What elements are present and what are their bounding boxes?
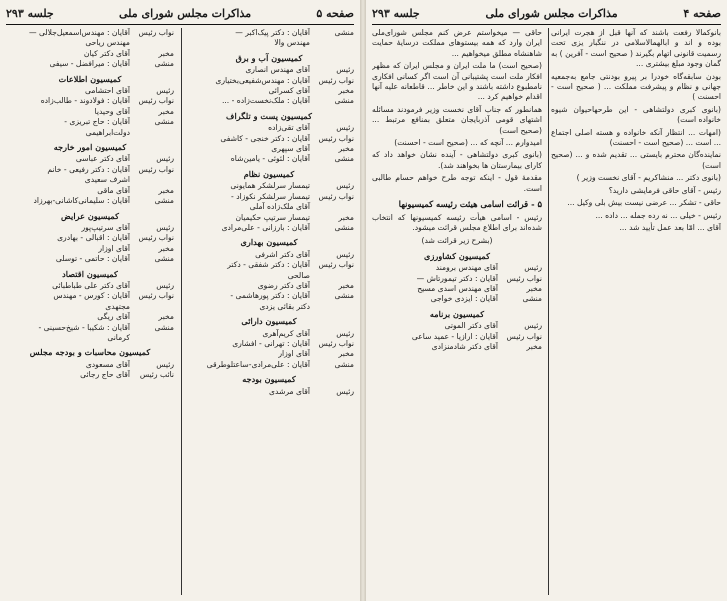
member-name: آقای مهندس برومند: [435, 263, 498, 273]
member-name: آقای تقی‌زاده: [268, 123, 310, 133]
committee-member-row: [184, 387, 354, 397]
member-name: آقایان : حاج تبریزی -: [64, 117, 130, 127]
member-name: آقای حاج رجائی: [80, 370, 130, 380]
member-name-continued: دکتر بقائی یزدی: [259, 301, 310, 311]
committee-title: کمیسیون نظام: [243, 168, 295, 179]
page-5: [0, 0, 360, 601]
committee-title: کمیسیون اقتصاد: [62, 268, 118, 279]
member-name: آقایان : مهندس‌شفیعی‌بختیاری: [215, 75, 310, 85]
speech-paragraph: (بانوی دکتر ... منشاکریم - آقای نخست وزیر ): [576, 173, 721, 183]
committee-member-row: [372, 274, 542, 284]
member-role: مخبر: [526, 341, 542, 351]
member-role: رئیس: [156, 154, 174, 164]
committee-member-row: [372, 294, 542, 304]
member-name: آقایان : شکیبا - شیخ‌حسینی -: [38, 322, 130, 332]
speech-paragraphs: [372, 28, 542, 148]
member-role: منشی: [334, 291, 354, 301]
member-name: آقایان : دکتر پیک‌اکبر —: [235, 28, 310, 37]
committee-member-row: [6, 186, 174, 196]
member-name: آقای اوزار: [98, 243, 130, 253]
dialogue-line: رئیس - خیلی ... نه رده جمله ... داده ...: [595, 210, 721, 220]
member-role: نواب رئیس: [138, 291, 174, 301]
committee-member-row: [6, 254, 174, 264]
member-role: رئیس: [524, 263, 542, 273]
member-role: مخبر: [158, 48, 174, 58]
speech-paragraph: امیدوارم ... آنچه که ... (صحیح است - احسنت): [394, 138, 542, 148]
member-name: آقایان : کورس - مهندس: [53, 291, 130, 301]
committee-list: [372, 251, 542, 353]
agenda-item-text: رئیس - اسامی هیأت رئیسه کمیسیونها که انتخاب شده‌اند برای اطلاع مجلس قرائت میشود.: [372, 212, 542, 232]
member-role: رئیس: [336, 249, 354, 259]
page-4: [366, 0, 727, 601]
committee-member-row: [6, 281, 174, 291]
journal-title: مذاکرات مجلس شورای ملی: [118, 6, 252, 20]
committee-title: کمیسیون بودجه: [242, 374, 296, 385]
member-name: آقای ماقی: [97, 185, 130, 195]
committee-member-row: [184, 260, 354, 270]
member-role: رئیس: [156, 280, 174, 290]
member-name: آقایان : دکتر تیمورتاش —: [416, 273, 498, 283]
session-number: جلسه ۲۹۳: [6, 6, 54, 20]
committee-member-row: [6, 233, 174, 243]
member-name: آقایان : ملک‌نخست‌زاده - ...: [221, 96, 310, 106]
member-name: آقای دکتر الموتی: [444, 321, 498, 331]
dialogue-line: آقای ... امّا بعد عمل تأیید شد ...: [619, 222, 721, 232]
speech-paragraph: (صحیح است) ما ملت ایران و مجلس ایران که مظهر افکار ملت است پشتیبانی آن است اگر کسانی افکاری نامطبوع داشته باشند و این خاطر ... قاطعانه علیه آنها اقدام خواهیم کرد ...: [372, 61, 542, 102]
member-role: مخبر: [158, 185, 174, 195]
committee-column-b: [6, 28, 174, 597]
member-name: آقای دکتر عباسی: [75, 154, 130, 164]
member-name: آقایان : دکتر خنجی - کاشفی: [220, 133, 310, 143]
dialogue-line: حاقی - تشکر ... عرضی نیست بیش بلی وکیل ...: [567, 198, 721, 208]
member-name: آقایان : ارازیا - عمید ساعی: [411, 331, 498, 341]
committee-member-row: [184, 134, 354, 144]
speech-paragraph: نماینده‌گان محترم بایستی ... تقدیم شده و ... (صحیح است): [551, 150, 721, 170]
member-name: آقای کسرائی: [268, 86, 310, 96]
member-role: رئیس: [336, 181, 354, 191]
committee-member-row: [6, 323, 174, 333]
member-role: نواب رئیس: [506, 273, 542, 283]
committee-member-row: [6, 96, 174, 106]
member-role: منشی: [154, 117, 174, 127]
member-role: مخبر: [338, 349, 354, 359]
committee-member-row: [184, 181, 354, 191]
member-name-continued: مجتهدی: [105, 301, 130, 311]
column-divider: [181, 28, 182, 595]
member-role: نواب رئیس: [138, 233, 174, 243]
member-role: منشی: [154, 254, 174, 264]
committee-member-row: [6, 370, 174, 380]
member-role: رئیس: [156, 359, 174, 369]
member-role: رئیس: [336, 328, 354, 338]
committee-member-row: [372, 332, 542, 342]
session-number: جلسه ۲۹۳: [372, 6, 420, 20]
committee-member-row: [372, 284, 542, 294]
dialogue-line: رئیس - آقای حاقی فرمایشی دارید؟: [608, 185, 721, 195]
member-role: رئیس: [156, 222, 174, 232]
committee-member-row: [184, 349, 354, 359]
page-header: [6, 4, 354, 22]
committee-member-row: [184, 86, 354, 96]
member-role: نائب رئیس: [139, 370, 174, 380]
member-role: منشی: [334, 222, 354, 232]
speech-paragraph: (بانوی کبری دولتشاهی - این طرحها‌حیوان شیوه خانواده است): [551, 104, 721, 125]
member-name: آقایان : تهرانی - افشاری: [232, 338, 310, 348]
member-role: منشی: [154, 59, 174, 69]
committee-member-row: [6, 86, 174, 96]
member-name-continued: اشرف سعیدی: [84, 175, 130, 185]
committee-member-row: [184, 96, 354, 106]
page-label: صفحه ۴: [683, 6, 721, 20]
committee-member-row: [184, 329, 354, 339]
member-role: منشی: [334, 359, 354, 369]
member-name: آقایان : بارزانی - علی‌مرادی: [221, 222, 310, 232]
speech-paragraph: بانوکمالا رفعت باشند که آنها قبل از هجرت ایرانی بوده و اند و ابالهمالاسلامی در ننگبار یزی تحت رسمیت قانونی اتهام بگیرند ( صحیح است - آفرین ) به گمان وجود مبلغ بیشتری ...: [551, 28, 721, 69]
parenthetical-remark: (بانوی کبری دولتشاهی - آینده نشان خواهد داد که کارای بیمارستان ها بخواهند شد).: [372, 150, 542, 170]
committee-title: کمیسیون برنامه: [429, 308, 485, 319]
committee-member-row: [184, 360, 354, 370]
dialogue-lines: [551, 186, 721, 234]
committee-member-row: [6, 117, 174, 127]
member-name: آقای دکتر کیان: [83, 48, 130, 58]
page-header: [372, 4, 721, 22]
speech-paragraph: همانطور که جناب آقای نخست وزیر فرمودند مسائله اشتهای قومی آذربایجان متعلق بمنافع مرتبط ... (صحیح است): [372, 104, 542, 135]
committee-member-row: [6, 59, 174, 69]
committee-member-row: [6, 223, 174, 233]
committee-member-row: [6, 360, 174, 370]
member-name: آقایان : فولادوند - طالب‌زاده: [40, 96, 130, 106]
committee-member-row: [6, 107, 174, 117]
member-name-continued: آقای ملک‌زاده آملی: [249, 202, 310, 212]
member-role: مخبر: [526, 283, 542, 293]
committee-member-row: [6, 28, 174, 38]
member-role: منشی: [334, 96, 354, 106]
member-role: نواب رئیس: [138, 28, 174, 37]
committee-member-row: [184, 192, 354, 202]
member-role: رئیس: [336, 65, 354, 75]
member-name: آقای سپهری: [271, 144, 310, 154]
page-label: صفحه ۵: [316, 6, 354, 20]
member-name: آقای دکتر اشرفی: [255, 249, 310, 259]
committee-member-row: [184, 76, 354, 86]
member-name: آقایان : دکتر شفقی - دکتر: [227, 260, 310, 270]
speech-paragraph: حاقی — میخواستم عرض کنم مجلس شورای‌ملی ایران وارد که همه بیستو‌های مملکت درسایهٔ حمایت شاهنشاه مطلق میخواهیم ...: [372, 28, 542, 58]
member-name: آقای ریگی: [97, 312, 130, 322]
member-name: آقایان : میرافضل - سیفی: [49, 59, 130, 69]
member-name: آقای مهندس انصاری: [245, 65, 310, 75]
member-name-continued: مهندس والا: [274, 38, 310, 48]
member-role: منشی: [154, 196, 174, 206]
committee-member-row: [372, 342, 542, 352]
speech-paragraph: (امهات ... انتظار آنکه خانواده و هسته اصلی اجتماع ... است ... (صحیح است - احسنت): [551, 127, 721, 148]
member-name: آقای کریم‌آهری: [262, 328, 310, 338]
member-role: مخبر: [158, 106, 174, 116]
member-name: تیمسار سرلشکر نکوزاد -: [231, 191, 310, 201]
committee-member-row: [6, 244, 174, 254]
member-role: نواب رئیس: [138, 96, 174, 106]
committee-title: کمیسیون دارائی: [241, 316, 297, 327]
member-role: نواب رئیس: [318, 133, 354, 143]
member-name: آقایان : اقبالی - بهادری: [57, 233, 130, 243]
member-name-continued: کرمانی: [107, 332, 130, 342]
committee-title: کمیسیون پست و تلگراف: [225, 110, 313, 121]
member-role: منشی: [522, 294, 542, 304]
journal-title: مذاکرات مجلس شورای ملی: [485, 6, 618, 20]
member-role: مخبر: [338, 212, 354, 222]
committee-member-row: [184, 154, 354, 164]
committee-title: کمیسیون محاسبات و بودجه مجلس: [29, 347, 151, 358]
member-name: آقایان : ایزدی خواجی: [430, 294, 498, 304]
member-name-continued: دولت‌ابراهیمی: [85, 127, 130, 137]
committee-member-row: [184, 223, 354, 233]
committee-member-row: [184, 144, 354, 154]
speech-paragraph: بودن سابقه‌گاه خودرا بر پیرو بودنتی جامع به‌جمعیه جهانی و نظام و پیشرفت مملکت ... ( صحیح است - احسنت ): [551, 71, 721, 102]
committee-title: کمیسیون امور خارجه: [53, 142, 127, 153]
committee-member-row: [6, 196, 174, 206]
member-name: آقایان : دکتر پورهاشمی -: [230, 291, 310, 301]
committee-member-row: [6, 165, 174, 175]
member-role: نواب رئیس: [318, 338, 354, 348]
header-rule: [6, 24, 354, 25]
member-role: مخبر: [338, 86, 354, 96]
footnote-line: مقدمهٔ قول - اینکه توجه طرح خواهم حسام طالبی است.: [372, 173, 542, 193]
member-role: مخبر: [338, 144, 354, 154]
member-role: نواب رئیس: [318, 75, 354, 85]
speech-column: [551, 28, 721, 597]
member-role: منشی: [154, 322, 174, 332]
member-name: آقای وحیدیا: [94, 106, 130, 116]
committee-member-row: [6, 49, 174, 59]
member-name: آقای اوزار: [278, 349, 310, 359]
committee-member-row: [184, 213, 354, 223]
member-role: رئیس: [336, 123, 354, 133]
committee-member-row: [184, 123, 354, 133]
member-role: رئیس: [336, 386, 354, 396]
committee-member-row: [184, 250, 354, 260]
member-name: آقایان : دکتر رفیعی - خانم: [47, 164, 130, 174]
member-role: مخبر: [158, 312, 174, 322]
committee-member-row: [6, 312, 174, 322]
committee-member-row: [184, 291, 354, 301]
member-name: آقای احتشامی: [85, 86, 130, 96]
speech-paragraphs: [551, 28, 721, 184]
member-name: آقایان : حاتمی - توسلی: [55, 254, 130, 264]
member-role: نواب رئیس: [318, 191, 354, 201]
member-name: آقای مهندس اسدی مسیح: [417, 283, 498, 293]
committee-title: کمیسیون اطلاعات: [58, 73, 122, 84]
committee-title: کمیسیون کشاورزی: [424, 250, 490, 261]
member-name: آقای مرشدی: [269, 386, 310, 396]
member-name: آقای دکتر شادمنزادی: [431, 341, 498, 351]
member-name: آقای مسعودی: [85, 359, 130, 369]
member-name: آقایان : علی‌مرادی-ساعتلوطرقی: [206, 359, 310, 369]
member-name: آقای دکتر علی طباطبائی: [52, 280, 130, 290]
header-rule: [372, 24, 721, 25]
member-role: منشی: [334, 28, 354, 37]
member-name: آقای دکتر رضوی: [257, 280, 310, 290]
committee-member-row: [184, 281, 354, 291]
column-divider: [548, 28, 549, 595]
member-name: آقایان : سلیمانی‌کاشانی-بهرزاد: [33, 196, 130, 206]
member-role: منشی: [334, 154, 354, 164]
member-role: رئیس: [156, 86, 174, 96]
member-role: مخبر: [338, 280, 354, 290]
member-name-continued: صالحی: [287, 270, 310, 280]
member-name: تیمسار سرلشکر همایونی: [230, 181, 310, 191]
member-name: تیمسار سرتیپ حکیمیان: [235, 212, 310, 222]
member-name: آقایان : لئوئی - یامین‌شاه: [230, 154, 310, 164]
member-name: آقایان : مهندس‌اسمعیل‌جلالی —: [28, 28, 130, 37]
member-role: نواب رئیس: [138, 164, 174, 174]
committee-title: کمیسیون عرایض: [61, 210, 119, 221]
committee-member-row: [184, 28, 354, 38]
reading-note: (بشرح زیر قرائت شد): [421, 236, 493, 246]
member-role: مخبر: [158, 243, 174, 253]
committee-title: کمیسیون بهداری: [240, 237, 298, 248]
member-role: رئیس: [524, 321, 542, 331]
member-name-continued: مهندس ریاحی: [85, 38, 130, 48]
committee-member-row: [372, 321, 542, 331]
member-name: آقای سرتیپ‌پور: [81, 222, 130, 232]
committee-column-a: [184, 28, 354, 597]
speech-and-committees-column: [372, 28, 542, 597]
member-role: نواب رئیس: [506, 331, 542, 341]
committee-member-row: [6, 291, 174, 301]
committee-member-row: [372, 263, 542, 273]
committee-member-row: [184, 339, 354, 349]
agenda-item-heading: ۵ - قرائت اسامی هیئت رئیسه کمیسیونها: [398, 199, 542, 210]
committee-title: کمیسیون آب و برق: [235, 52, 303, 63]
committee-member-row: [184, 65, 354, 75]
committee-member-row: [6, 154, 174, 164]
member-role: نواب رئیس: [318, 260, 354, 270]
